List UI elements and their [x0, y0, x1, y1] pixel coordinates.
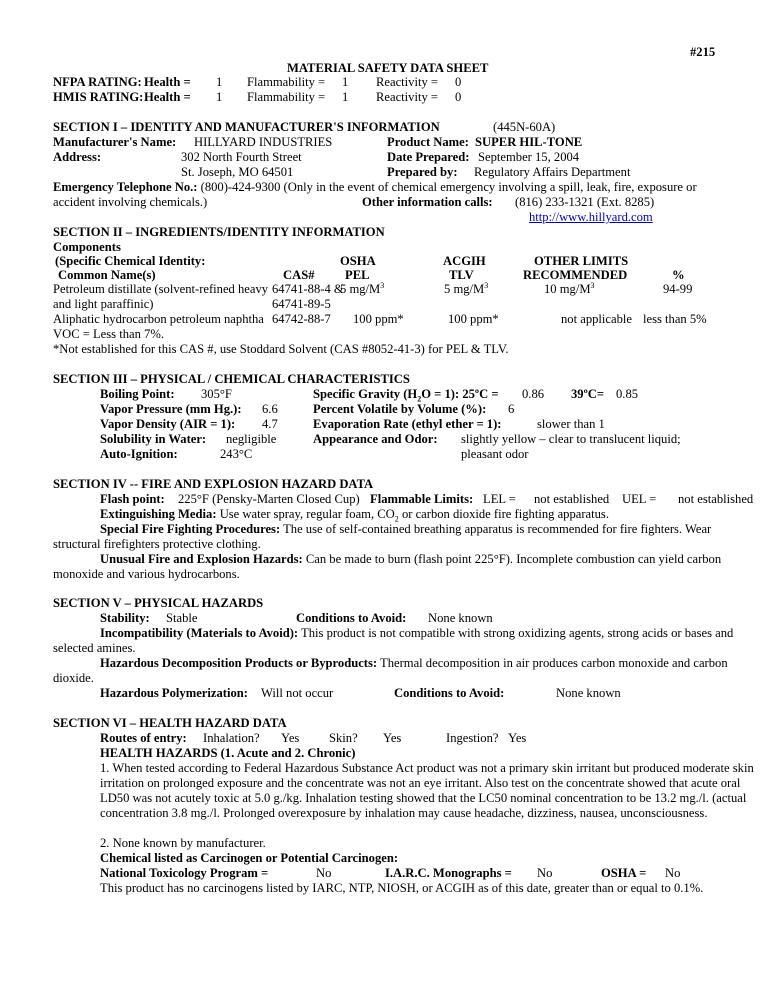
extinguishing-media-value: Use water spray, regular foam, $CO_2$ or carbon dioxide fire fighting apparatus.: [219, 507, 609, 524]
manufacturer-value: HILLYARD INDUSTRIES: [194, 135, 333, 149]
address-line-2: St. Joseph, MO 64501: [181, 165, 294, 179]
vapor-density-label: Vapor Density (AIR = 1):: [100, 417, 236, 431]
ingestion-value: Yes: [508, 731, 527, 745]
percent-volatile-label: Percent Volatile by Volume (%):: [313, 402, 487, 416]
ingredient-2-acgih: 100 ppm*: [448, 312, 499, 326]
specific-gravity-value-39c: 0.85: [616, 387, 639, 401]
health-hazards-acute: 1. When tested according to Federal Hazardous Substance Act product was not a primary skin irritant but produced moderate skin irritation on prolonged exposure and the concentrate was not an eye irritant. Also test on the concentrate showed that acute oral LD50 was not acutely toxic at 5.0 g./kg. Inhalation testing showed that the LC50 nominal concentration to be 13.2 mg./l. (actual concentration 3.8 mg./l. Prolonged overexposure by inhalation may cause headache, dizziness, nausea, unconsciousness.: [100, 761, 754, 820]
product-name-label: Product Name:: [387, 135, 469, 149]
ingestion-label: Ingestion?: [446, 731, 499, 745]
product-name-value: SUPER HIL-TONE: [475, 135, 583, 149]
flash-point-label: Flash point:: [100, 492, 165, 506]
flammable-limits-label: Flammable Limits:: [370, 492, 474, 506]
solubility-label: Solubility in Water:: [100, 432, 207, 446]
ingredient-1-acgih: 5 $mg/M^3$: [444, 280, 489, 296]
col-osha-header-2: PEL: [345, 268, 370, 282]
other-info-label: Other information calls:: [362, 195, 493, 209]
specific-gravity-label: Specific Gravity $(H_2O = 1)$: 25ºC =: [313, 387, 499, 404]
carcinogen-heading: Chemical listed as Carcinogen or Potential Carcinogen:: [100, 851, 399, 865]
nfpa-health-label: Health =: [144, 75, 191, 89]
auto-ignition-value: 243°C: [220, 447, 253, 461]
appearance-odor-label: Appearance and Odor:: [313, 432, 438, 446]
common-name-heading: Common Name(s): [58, 268, 156, 282]
incompatibility: [53, 626, 758, 656]
osha-label: OSHA =: [601, 866, 647, 880]
date-prepared-value: September 15, 2004: [478, 150, 580, 164]
section-4-title: SECTION IV -- FIRE AND EXPLOSION HAZARD DATA: [53, 477, 374, 491]
lel-value: not established: [534, 492, 610, 506]
ingredient-2-cas: 64742-88-7: [272, 312, 331, 326]
emergency-phone-label: Emergency Telephone No.:: [53, 180, 198, 194]
hazardous-polymerization-label: Hazardous Polymerization:: [100, 686, 248, 700]
uel-label: UEL =: [622, 492, 657, 506]
conditions-avoid-2-value: None known: [556, 686, 621, 700]
nfpa-rating-label: NFPA RATING:: [53, 75, 142, 89]
appearance-odor-value-2: pleasant odor: [461, 447, 529, 461]
col-osha-header-1: OSHA: [340, 254, 376, 268]
iarc-value: No: [537, 866, 553, 880]
unusual-hazards-label: Unusual Fire and Explosion Hazards:: [100, 552, 303, 566]
health-hazards-chronic: 2. None known by manufacturer.: [100, 836, 266, 850]
percent-volatile-value: 6: [508, 402, 515, 416]
specific-chemical-heading: (Specific Chemical Identity:: [55, 254, 206, 268]
ntp-value: No: [316, 866, 332, 880]
col-other-header-2: RECOMMENDED: [523, 268, 628, 282]
nfpa-reactivity-value: 0: [455, 75, 462, 89]
website-link[interactable]: http://www.hillyard.com: [529, 210, 653, 224]
extinguishing-media: [100, 507, 609, 522]
nfpa-reactivity-label: Reactivity =: [376, 75, 439, 89]
section-5-title: SECTION V – PHYSICAL HAZARDS: [53, 596, 264, 610]
col-acgih-header-2: TLV: [449, 268, 474, 282]
boiling-point-value: 305°F: [201, 387, 232, 401]
evaporation-rate-value: slower than 1: [537, 417, 605, 431]
section-3-title: SECTION III – PHYSICAL / CHEMICAL CHARACTERISTICS: [53, 372, 410, 386]
unusual-hazards-value: Can be made to burn (flash point 225°F). Incomplete combustion can yield carbon monoxide and various hydrocarbons.: [53, 552, 722, 581]
document-number: #215: [690, 45, 716, 59]
carcinogen-statement: This product has no carcinogens listed by IARC, NTP, NIOSH, or ACGIH as of this date, greater than or equal to 0.1%.: [100, 881, 704, 895]
hmis-reactivity-value: 0: [455, 90, 462, 104]
col-cas-header: CAS#: [283, 268, 315, 282]
ingredient-2-name: Aliphatic hydrocarbon petroleum naphtha: [53, 312, 264, 326]
solubility-value: negligible: [226, 432, 277, 446]
emergency-phone-value: (800)-424-9300 (Only in the event of chemical emergency involving a spill, leak, fire, exposure or: [200, 180, 697, 194]
nfpa-flammability-value: 1: [342, 75, 349, 89]
ingredient-1-name-1: Petroleum distillate (solvent-refined heavy: [53, 282, 269, 296]
ingredient-1-percent: 94-99: [663, 282, 693, 296]
conditions-avoid-label: Conditions to Avoid:: [296, 611, 407, 625]
stability-value: Stable: [166, 611, 198, 625]
specific-gravity-label-39c: 39ºC=: [571, 387, 605, 401]
hazardous-polymerization-value: Will not occur: [261, 686, 334, 700]
emergency-phone-cont: accident involving chemicals.): [53, 195, 208, 209]
skin-value: Yes: [383, 731, 402, 745]
stability-label: Stability:: [100, 611, 150, 625]
specific-gravity-value-25c: 0.86: [522, 387, 545, 401]
other-info-value: (816) 233-1321 (Ext. 8285): [515, 195, 655, 209]
ingredient-2-percent: less than 5%: [643, 312, 707, 326]
ingredient-1-osha: 5 $mg/M^3$: [340, 280, 385, 296]
nfpa-health-value: 1: [216, 75, 223, 89]
col-percent-header: %: [672, 268, 685, 282]
vapor-pressure-label: Vapor Pressure (mm Hg.):: [100, 402, 242, 416]
ingredient-2-other: not applicable: [561, 312, 632, 326]
prepared-by-label: Prepared by:: [387, 165, 458, 179]
voc-note: VOC = Less than 7%.: [53, 327, 164, 341]
ingredient-1-cas-1: 64741-88-4 &: [272, 282, 344, 296]
incompatibility-value: This product is not compatible with strong oxidizing agents, strong acids or bases and selected amines.: [53, 626, 734, 655]
special-fire-fighting-value: The use of self-contained breathing apparatus is recommended for fire fighters. Wear structural firefighters protective clothing.: [53, 522, 712, 551]
uel-value: not established: [678, 492, 754, 506]
iarc-label: I.A.R.C. Monographs =: [385, 866, 512, 880]
ingredient-1-other: 10 $mg/M^3$: [544, 280, 595, 296]
inhalation-label: Inhalation?: [203, 731, 260, 745]
special-fire-fighting-label: Special Fire Fighting Procedures:: [100, 522, 281, 536]
hmis-health-value: 1: [216, 90, 223, 104]
product-code: (445N-60A): [493, 120, 556, 134]
col-acgih-header-1: ACGIH: [443, 254, 486, 268]
manufacturer-label: Manufacturer's Name:: [53, 135, 177, 149]
inhalation-value: Yes: [281, 731, 300, 745]
auto-ignition-label: Auto-Ignition:: [100, 447, 178, 461]
ntp-label: National Toxicology Program =: [100, 866, 269, 880]
address-line-1: 302 North Fourth Street: [181, 150, 302, 164]
hazardous-decomposition-value: Thermal decomposition in air produces carbon monoxide and carbon dioxide.: [53, 656, 728, 685]
unusual-hazards: [53, 552, 758, 582]
skin-label: Skin?: [329, 731, 358, 745]
routes-of-entry-label: Routes of entry:: [100, 731, 187, 745]
section-2-title: SECTION II – INGREDIENTS/IDENTITY INFORMATION: [53, 225, 385, 239]
emergency-phone: [53, 180, 697, 195]
boiling-point-label: Boiling Point:: [100, 387, 175, 401]
conditions-avoid-2-label: Conditions to Avoid:: [394, 686, 505, 700]
incompatibility-label: Incompatibility (Materials to Avoid):: [100, 626, 299, 640]
lel-label: LEL =: [483, 492, 516, 506]
ingredient-2-osha: 100 ppm*: [353, 312, 404, 326]
section-1-title: SECTION I – IDENTITY AND MANUFACTURER'S INFORMATION: [53, 120, 440, 134]
hmis-rating-label: HMIS RATING:: [53, 90, 144, 104]
nfpa-flammability-label: Flammability =: [247, 75, 326, 89]
hmis-flammability-value: 1: [342, 90, 349, 104]
ingredient-1-name-2: and light paraffinic): [53, 297, 154, 311]
section-6-title: SECTION VI – HEALTH HAZARD DATA: [53, 716, 287, 730]
components-heading: Components: [53, 240, 121, 254]
extinguishing-media-label: Extinguishing Media:: [100, 507, 217, 521]
hazardous-decomposition-label: Hazardous Decomposition Products or Byproducts:: [100, 656, 378, 670]
special-fire-fighting: [53, 522, 758, 552]
flash-point-value: 225°F (Pensky-Marten Closed Cup): [178, 492, 360, 506]
health-hazards-heading: HEALTH HAZARDS (1. Acute and 2. Chronic): [100, 746, 356, 760]
hazardous-decomposition: [53, 656, 758, 686]
vapor-density-value: 4.7: [262, 417, 278, 431]
conditions-avoid-value: None known: [428, 611, 493, 625]
hmis-reactivity-label: Reactivity =: [376, 90, 439, 104]
prepared-by-value: Regulatory Affairs Department: [474, 165, 631, 179]
address-label: Address:: [53, 150, 102, 164]
appearance-odor-value-1: slightly yellow – clear to translucent liquid;: [461, 432, 681, 446]
col-other-header-1: OTHER LIMITS: [534, 254, 629, 268]
ingredient-1-cas-2: 64741-89-5: [272, 297, 331, 311]
vapor-pressure-value: 6.6: [262, 402, 278, 416]
ingredient-footnote: *Not established for this CAS #, use Stoddard Solvent (CAS #8052-41-3) for PEL & TLV.: [53, 342, 509, 356]
osha-value: No: [665, 866, 681, 880]
hmis-health-label: Health =: [144, 90, 191, 104]
evaporation-rate-label: Evaporation Rate (ethyl ether = 1):: [313, 417, 502, 431]
date-prepared-label: Date Prepared:: [387, 150, 470, 164]
hmis-flammability-label: Flammability =: [247, 90, 326, 104]
document-title: MATERIAL SAFETY DATA SHEET: [287, 61, 489, 75]
